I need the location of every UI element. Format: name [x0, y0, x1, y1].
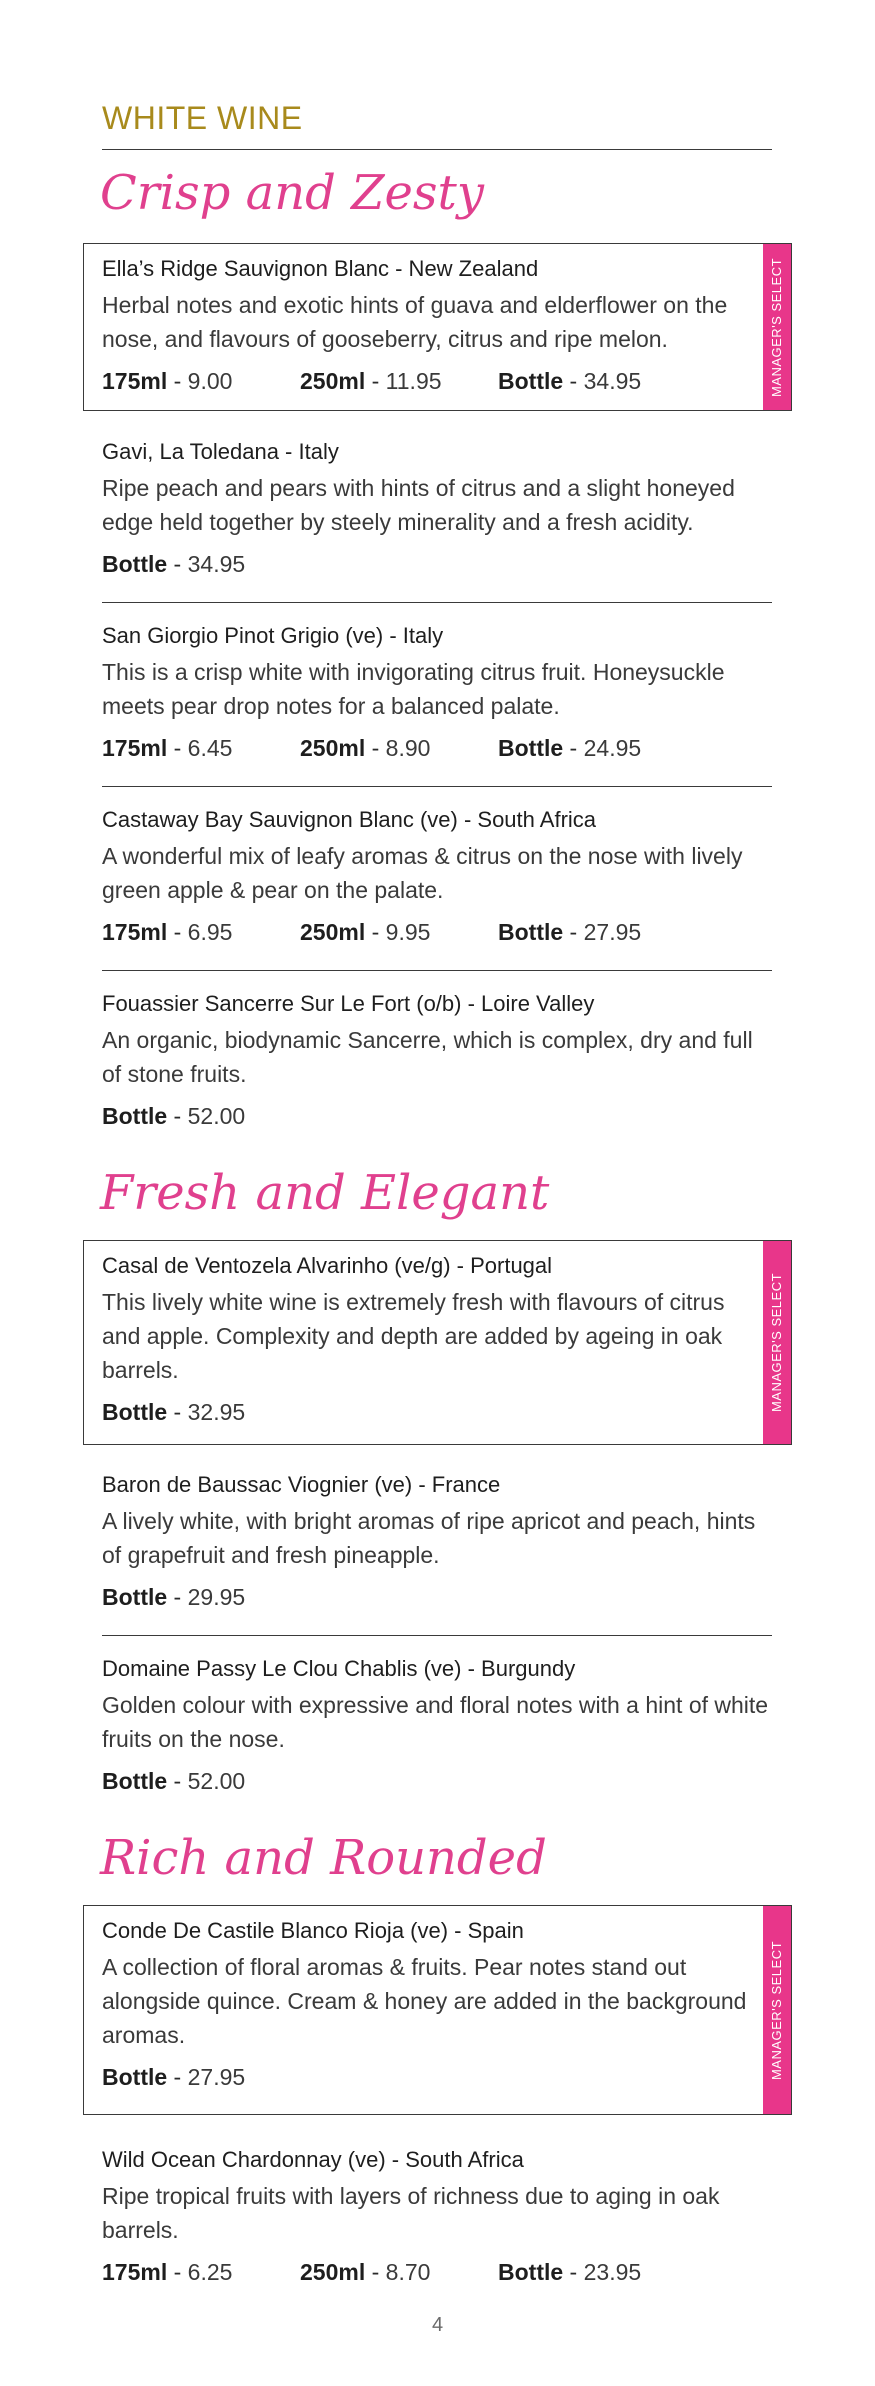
price-bottle: Bottle - 24.95 [498, 735, 642, 761]
wine-description: A collection of floral aromas & fruits. Pear notes stand out alongside quince. Cream & honey are added in the background aromas. [102, 1954, 747, 2048]
item-divider [102, 970, 772, 971]
wine-item-boxed [83, 243, 792, 411]
managers-select-badge: MANAGER'S SELECT [763, 1241, 791, 1444]
wine-item [102, 805, 772, 947]
price-row [102, 733, 772, 763]
wine-name: Domaine Passy Le Clou Chablis (ve) - Burgundy [102, 1656, 576, 1681]
price-row [102, 549, 772, 579]
price-row [102, 917, 772, 947]
wine-item [102, 1654, 772, 1796]
wine-name: Casal de Ventozela Alvarinho (ve/g) - Portugal [102, 1253, 553, 1278]
managers-select-badge: MANAGER'S SELECT [763, 1906, 791, 2114]
wine-name: Ella’s Ridge Sauvignon Blanc - New Zealand [102, 256, 539, 281]
wine-name: Fouassier Sancerre Sur Le Fort (o/b) - Loire Valley [102, 991, 595, 1016]
wine-name: Baron de Baussac Viognier (ve) - France [102, 1472, 501, 1497]
wine-description: A lively white, with bright aromas of ripe apricot and peach, hints of grapefruit and fresh pineapple. [102, 1508, 756, 1568]
price-bottle: Bottle - 27.95 [498, 919, 642, 945]
price-250ml: 250ml - 11.95 [300, 368, 442, 394]
price-row [102, 1766, 772, 1796]
wine-item [102, 2145, 772, 2287]
category-heading-fresh: Fresh and Elegant [100, 1165, 550, 1221]
wine-name: Gavi, La Toledana - Italy [102, 439, 339, 464]
wine-description: An organic, biodynamic Sancerre, which is complex, dry and full of stone fruits. [102, 1027, 753, 1087]
price-bottle: Bottle - 34.95 [498, 368, 642, 394]
price-175ml: 175ml - 6.95 [102, 919, 233, 945]
page-number: 4 [431, 2314, 444, 2336]
wine-name: Conde De Castile Blanco Rioja (ve) - Spain [102, 1918, 524, 1943]
price-row [102, 1101, 772, 1131]
price-bottle: Bottle - 27.95 [102, 2064, 246, 2090]
price-bottle: Bottle - 34.95 [102, 551, 246, 577]
price-row [102, 2257, 772, 2287]
price-bottle: Bottle - 52.00 [102, 1103, 246, 1129]
price-row [102, 1582, 772, 1612]
item-divider [102, 786, 772, 787]
wine-description: Ripe peach and pears with hints of citrus and a slight honeyed edge held together by steely minerality and a fresh acidity. [102, 475, 735, 535]
category-heading-rich: Rich and Rounded [100, 1830, 547, 1886]
wine-name: Wild Ocean Chardonnay (ve) - South Africa [102, 2147, 524, 2172]
price-250ml: 250ml - 8.70 [300, 2259, 431, 2285]
price-bottle: Bottle - 52.00 [102, 1768, 246, 1794]
wine-item [102, 621, 772, 763]
managers-select-badge: MANAGER'S SELECT [763, 244, 791, 410]
price-250ml: 250ml - 8.90 [300, 735, 431, 761]
price-175ml: 175ml - 6.45 [102, 735, 233, 761]
wine-item-boxed [83, 1905, 792, 2115]
wine-description: This is a crisp white with invigorating citrus fruit. Honeysuckle meets pear drop notes for a balanced palate. [102, 659, 725, 719]
wine-description: Golden colour with expressive and floral notes with a hint of white fruits on the nose. [102, 1692, 769, 1752]
price-row [102, 1397, 751, 1427]
price-bottle: Bottle - 32.95 [102, 1399, 246, 1425]
wine-name: San Giorgio Pinot Grigio (ve) - Italy [102, 623, 444, 648]
wine-description: This lively white wine is extremely fresh with flavours of citrus and apple. Complexity and depth are added by ageing in oak barrels. [102, 1289, 725, 1383]
wine-item [102, 1470, 772, 1612]
price-row [102, 2062, 751, 2092]
category-heading-crisp: Crisp and Zesty [100, 165, 484, 221]
price-175ml: 175ml - 9.00 [102, 368, 233, 394]
price-175ml: 175ml - 6.25 [102, 2259, 233, 2285]
item-divider [102, 1635, 772, 1636]
wine-item-boxed [83, 1240, 792, 1445]
price-bottle: Bottle - 23.95 [498, 2259, 642, 2285]
wine-name: Castaway Bay Sauvignon Blanc (ve) - South Africa [102, 807, 597, 832]
wine-description: A wonderful mix of leafy aromas & citrus on the nose with lively green apple & pear on the palate. [102, 843, 743, 903]
price-row [102, 366, 751, 396]
wine-description: Ripe tropical fruits with layers of richness due to aging in oak barrels. [102, 2183, 720, 2243]
wine-item [102, 989, 772, 1131]
section-title: WHITE WINE [102, 100, 303, 136]
wine-item [102, 437, 772, 579]
title-divider [102, 149, 772, 150]
price-bottle: Bottle - 29.95 [102, 1584, 246, 1610]
item-divider [102, 602, 772, 603]
wine-description: Herbal notes and exotic hints of guava and elderflower on the nose, and flavours of gooseberry, citrus and ripe melon. [102, 292, 728, 352]
price-250ml: 250ml - 9.95 [300, 919, 431, 945]
